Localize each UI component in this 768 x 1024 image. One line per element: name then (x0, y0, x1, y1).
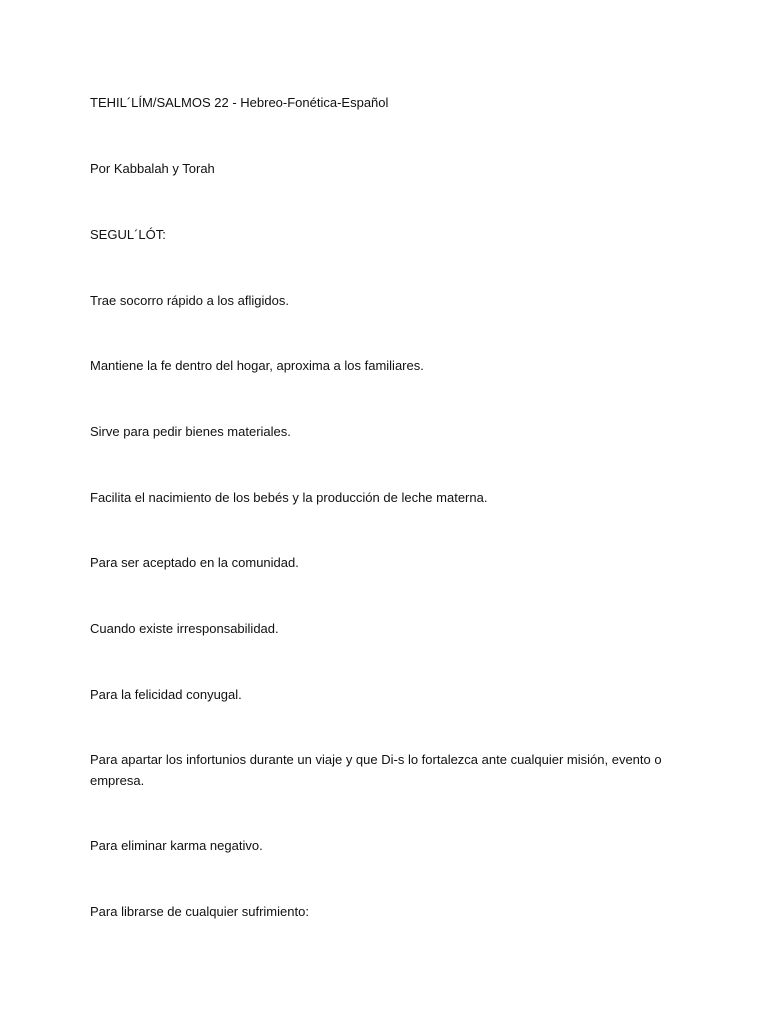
list-item: Cuando existe irresponsabilidad. (90, 621, 279, 636)
list-item: Para ser aceptado en la comunidad. (90, 555, 299, 570)
list-item: Trae socorro rápido a los afligidos. (90, 293, 289, 308)
list-item: Para eliminar karma negativo. (90, 838, 263, 853)
list-item: Facilita el nacimiento de los bebés y la producción de leche materna. (90, 490, 488, 505)
list-item: Mantiene la fe dentro del hogar, aproxima a los familiares. (90, 358, 424, 373)
section-heading: SEGUL´LÓT: (90, 227, 166, 242)
list-item: Sirve para pedir bienes materiales. (90, 424, 291, 439)
list-item: Para apartar los infortunios durante un viaje y que Di-s lo fortalezca ante cualquier misión, evento o empresa. (90, 752, 662, 788)
document-title: TEHIL´LÍM/SALMOS 22 - Hebreo-Fonética-Español (90, 95, 389, 110)
list-item: Para la felicidad conyugal. (90, 687, 242, 702)
list-item: Para librarse de cualquier sufrimiento: (90, 904, 309, 919)
document-author: Por Kabbalah y Torah (90, 161, 215, 176)
